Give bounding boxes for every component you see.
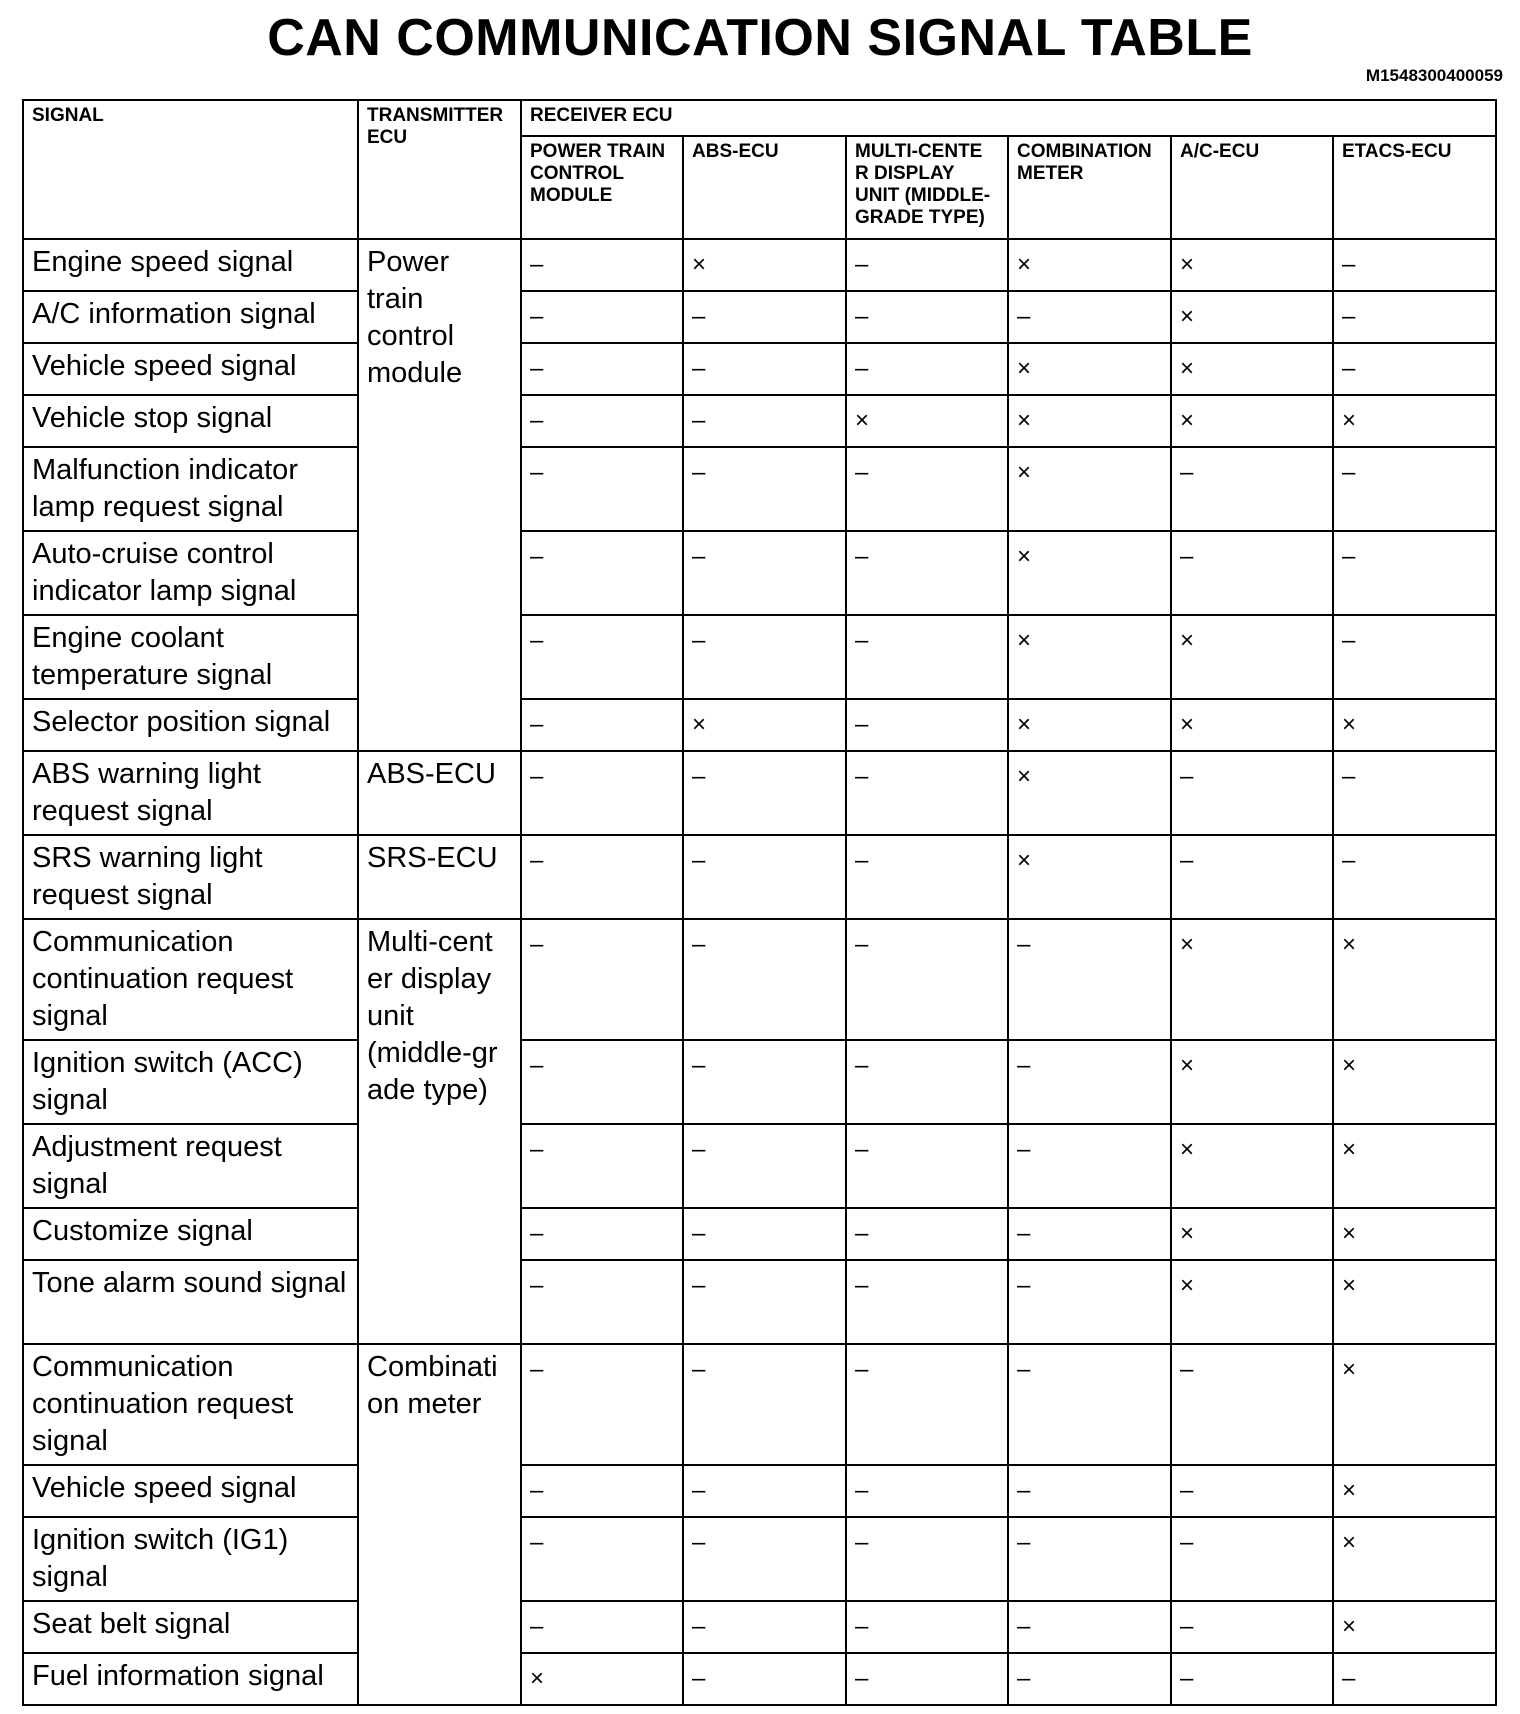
transmitter-ecu: Power train control module <box>358 239 521 751</box>
receiver-mark: – <box>846 1260 1008 1344</box>
receiver-mark: × <box>1171 395 1333 447</box>
receiver-mark: – <box>846 343 1008 395</box>
receiver-mark: – <box>1171 1344 1333 1465</box>
receiver-mark: – <box>1008 919 1171 1040</box>
receiver-mark: × <box>683 239 846 291</box>
transmitter-ecu: Combinati on meter <box>358 1344 521 1705</box>
table-row <box>23 751 1496 835</box>
receiver-mark: × <box>1333 1517 1496 1601</box>
receiver-mark: – <box>683 343 846 395</box>
receiver-mark: – <box>683 835 846 919</box>
transmitter-ecu: Multi-cent er display unit (middle-gr ade type) <box>358 919 521 1344</box>
receiver-mark: – <box>846 1465 1008 1517</box>
receiver-mark: × <box>1008 395 1171 447</box>
signal-name: SRS warning light request signal <box>23 835 358 919</box>
receiver-mark: × <box>1171 615 1333 699</box>
receiver-mark: – <box>521 1040 683 1124</box>
receiver-mark: – <box>521 291 683 343</box>
receiver-mark: × <box>1333 1344 1496 1465</box>
receiver-mark: – <box>1008 1517 1171 1601</box>
receiver-mark: – <box>1333 343 1496 395</box>
receiver-mark: – <box>521 447 683 531</box>
receiver-mark: – <box>521 1465 683 1517</box>
receiver-mark: – <box>1333 615 1496 699</box>
receiver-mark: – <box>521 835 683 919</box>
signal-name: Communication continuation request signal <box>23 1344 358 1465</box>
receiver-mark: × <box>1333 699 1496 751</box>
can-signal-table <box>22 99 1497 1706</box>
receiver-mark: – <box>846 1517 1008 1601</box>
receiver-mark: – <box>1333 447 1496 531</box>
receiver-mark: – <box>1333 291 1496 343</box>
receiver-mark: – <box>521 1208 683 1260</box>
receiver-mark: – <box>683 1040 846 1124</box>
receiver-mark: – <box>846 835 1008 919</box>
receiver-mark: – <box>1171 531 1333 615</box>
receiver-mark: – <box>1171 1517 1333 1601</box>
receiver-mark: × <box>1333 919 1496 1040</box>
receiver-mark: × <box>1171 291 1333 343</box>
receiver-mark: × <box>1008 531 1171 615</box>
transmitter-ecu: SRS-ECU <box>358 835 521 919</box>
table-row <box>23 1601 1496 1653</box>
signal-name: Seat belt signal <box>23 1601 358 1653</box>
receiver-mark: – <box>1008 1124 1171 1208</box>
receiver-mark: × <box>1333 1260 1496 1344</box>
receiver-mark: – <box>846 1040 1008 1124</box>
receiver-mark: – <box>1171 1601 1333 1653</box>
table-row <box>23 1653 1496 1705</box>
receiver-mark: – <box>846 1653 1008 1705</box>
receiver-mark: – <box>683 1260 846 1344</box>
receiver-mark: – <box>1008 291 1171 343</box>
receiver-mark: – <box>846 699 1008 751</box>
receiver-mark: – <box>683 615 846 699</box>
signal-name: Engine speed signal <box>23 239 358 291</box>
receiver-mark: – <box>1008 1344 1171 1465</box>
table-row <box>23 615 1496 699</box>
receiver-mark: – <box>1171 1465 1333 1517</box>
receiver-mark: – <box>1171 835 1333 919</box>
receiver-mark: × <box>1171 919 1333 1040</box>
receiver-mark: × <box>1171 699 1333 751</box>
table-row <box>23 395 1496 447</box>
receiver-mark: × <box>1008 835 1171 919</box>
receiver-mark: – <box>846 1208 1008 1260</box>
receiver-mark: × <box>1333 1208 1496 1260</box>
receiver-mark: × <box>1171 239 1333 291</box>
table-row <box>23 1517 1496 1601</box>
table-row <box>23 1344 1496 1465</box>
receiver-mark: – <box>683 919 846 1040</box>
receiver-mark: × <box>1171 1124 1333 1208</box>
receiver-mark: – <box>683 1601 846 1653</box>
signal-name: Ignition switch (ACC) signal <box>23 1040 358 1124</box>
receiver-mark: – <box>683 1653 846 1705</box>
receiver-mark: × <box>1333 1124 1496 1208</box>
table-row <box>23 1208 1496 1260</box>
receiver-mark: – <box>1171 751 1333 835</box>
receiver-mark: – <box>1008 1040 1171 1124</box>
table-row <box>23 343 1496 395</box>
receiver-mark: – <box>521 919 683 1040</box>
receiver-mark: × <box>1008 343 1171 395</box>
receiver-mark: × <box>683 699 846 751</box>
header-receiver: ABS-ECU <box>683 136 846 239</box>
header-signal: SIGNAL <box>23 100 358 239</box>
receiver-mark: – <box>521 343 683 395</box>
signal-name: Ignition switch (IG1) signal <box>23 1517 358 1601</box>
receiver-mark: – <box>846 1601 1008 1653</box>
receiver-mark: – <box>521 751 683 835</box>
signal-name: Vehicle speed signal <box>23 1465 358 1517</box>
receiver-mark: × <box>1008 447 1171 531</box>
receiver-mark: – <box>1333 531 1496 615</box>
receiver-mark: × <box>1008 615 1171 699</box>
receiver-mark: – <box>846 751 1008 835</box>
receiver-mark: × <box>846 395 1008 447</box>
table-row <box>23 1465 1496 1517</box>
signal-name: Auto-cruise control indicator lamp signal <box>23 531 358 615</box>
header-transmitter-ecu: TRANSMITTER ECU <box>358 100 521 239</box>
signal-name: Fuel information signal <box>23 1653 358 1705</box>
receiver-mark: × <box>1171 1208 1333 1260</box>
receiver-mark: – <box>846 239 1008 291</box>
receiver-mark: × <box>1008 699 1171 751</box>
receiver-mark: – <box>683 531 846 615</box>
receiver-mark: – <box>846 447 1008 531</box>
receiver-mark: × <box>1333 1040 1496 1124</box>
header-receiver: COMBINATION METER <box>1008 136 1171 239</box>
table-row <box>23 291 1496 343</box>
table-row <box>23 919 1496 1040</box>
signal-name: A/C information signal <box>23 291 358 343</box>
receiver-mark: – <box>1008 1208 1171 1260</box>
receiver-mark: – <box>683 1344 846 1465</box>
header-receiver: POWER TRAIN CONTROL MODULE <box>521 136 683 239</box>
signal-name: Malfunction indicator lamp request signal <box>23 447 358 531</box>
header-receiver: MULTI-CENTE R DISPLAY UNIT (MIDDLE-GRADE TYPE) <box>846 136 1008 239</box>
receiver-mark: – <box>1171 1653 1333 1705</box>
receiver-mark: – <box>1333 1653 1496 1705</box>
signal-name: Vehicle speed signal <box>23 343 358 395</box>
receiver-mark: – <box>1333 835 1496 919</box>
receiver-mark: – <box>683 395 846 447</box>
receiver-mark: – <box>521 1124 683 1208</box>
receiver-mark: – <box>521 239 683 291</box>
receiver-mark: × <box>1333 395 1496 447</box>
receiver-mark: – <box>683 1208 846 1260</box>
receiver-mark: – <box>521 1601 683 1653</box>
table-row <box>23 1260 1496 1344</box>
receiver-mark: – <box>846 919 1008 1040</box>
receiver-mark: – <box>521 1344 683 1465</box>
receiver-mark: – <box>521 1260 683 1344</box>
receiver-mark: – <box>846 531 1008 615</box>
receiver-mark: – <box>521 531 683 615</box>
receiver-mark: – <box>846 291 1008 343</box>
signal-name: Tone alarm sound signal <box>23 1260 358 1344</box>
receiver-mark: – <box>1333 751 1496 835</box>
header-receiver: ETACS-ECU <box>1333 136 1496 239</box>
receiver-mark: × <box>1333 1465 1496 1517</box>
table-row <box>23 239 1496 291</box>
table-row <box>23 835 1496 919</box>
transmitter-ecu: ABS-ECU <box>358 751 521 835</box>
receiver-mark: – <box>521 615 683 699</box>
header-receiver-ecu: RECEIVER ECU <box>521 100 1496 136</box>
table-row <box>23 447 1496 531</box>
receiver-mark: – <box>683 1465 846 1517</box>
receiver-mark: – <box>1171 447 1333 531</box>
signal-name: Communication continuation request signal <box>23 919 358 1040</box>
receiver-mark: × <box>1171 343 1333 395</box>
signal-name: Vehicle stop signal <box>23 395 358 447</box>
page-title: CAN COMMUNICATION SIGNAL TABLE <box>267 9 1253 67</box>
receiver-mark: × <box>1008 239 1171 291</box>
receiver-mark: – <box>1008 1601 1171 1653</box>
receiver-mark: × <box>1171 1260 1333 1344</box>
signal-name: Selector position signal <box>23 699 358 751</box>
receiver-mark: × <box>1008 751 1171 835</box>
receiver-mark: – <box>521 1517 683 1601</box>
signal-name: Customize signal <box>23 1208 358 1260</box>
receiver-mark: × <box>1171 1040 1333 1124</box>
signal-name: Engine coolant temperature signal <box>23 615 358 699</box>
signal-name: ABS warning light request signal <box>23 751 358 835</box>
receiver-mark: – <box>521 699 683 751</box>
receiver-mark: – <box>846 615 1008 699</box>
receiver-mark: – <box>683 447 846 531</box>
signal-name: Adjustment request signal <box>23 1124 358 1208</box>
receiver-mark: – <box>1333 239 1496 291</box>
table-row <box>23 1040 1496 1124</box>
receiver-mark: – <box>683 291 846 343</box>
receiver-mark: – <box>683 1124 846 1208</box>
document-id: M1548300400059 <box>1365 66 1503 85</box>
receiver-mark: – <box>521 395 683 447</box>
receiver-mark: × <box>521 1653 683 1705</box>
receiver-mark: – <box>1008 1653 1171 1705</box>
receiver-mark: – <box>1008 1465 1171 1517</box>
table-row <box>23 699 1496 751</box>
table-row <box>23 531 1496 615</box>
header-receiver: A/C-ECU <box>1171 136 1333 239</box>
receiver-mark: × <box>1333 1601 1496 1653</box>
receiver-mark: – <box>846 1344 1008 1465</box>
receiver-mark: – <box>1008 1260 1171 1344</box>
receiver-mark: – <box>683 1517 846 1601</box>
receiver-mark: – <box>683 751 846 835</box>
receiver-mark: – <box>846 1124 1008 1208</box>
table-row <box>23 1124 1496 1208</box>
